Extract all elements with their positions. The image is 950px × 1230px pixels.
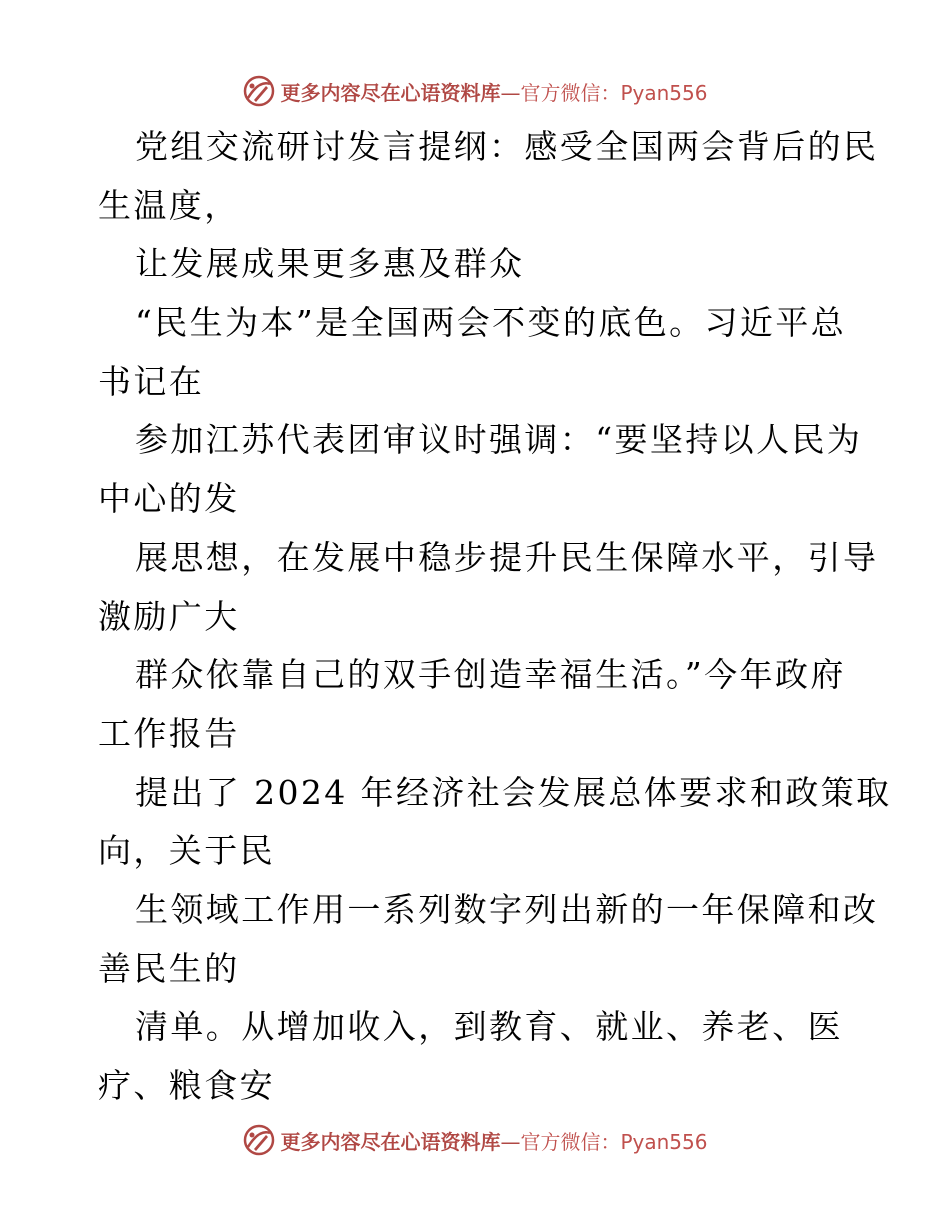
body-line: 中心的发 <box>98 479 240 519</box>
body-line: 展思想，在发展中稳步提升民生保障水平，引导 <box>135 537 879 577</box>
body-line: 群众依靠自己的双手创造幸福生活。”今年政府 <box>135 655 846 695</box>
header-watermark-banner <box>0 71 950 111</box>
header-watermark-contact: 官方微信：Pyan556 <box>520 80 708 105</box>
brand-logo-icon <box>242 74 276 108</box>
body-line: 书记在 <box>98 361 205 401</box>
body-line: 生温度， <box>98 185 240 225</box>
footer-watermark-contact: 官方微信：Pyan556 <box>520 1129 708 1154</box>
footer-watermark-main: 更多内容尽在心语资料库 <box>280 1129 501 1154</box>
body-line: 参加江苏代表团审议时强调：“要坚持以人民为 <box>135 420 863 460</box>
footer-watermark-banner <box>0 1120 950 1160</box>
body-line: 党组交流研讨发言提纲：感受全国两会背后的民 <box>135 127 879 166</box>
body-line: 提出了 2024 年经济社会发展总体要求和政策取 <box>135 772 892 812</box>
header-watermark-text <box>280 77 707 106</box>
body-line: 清单。从增加收入，到教育、就业、养老、医 <box>135 1007 843 1047</box>
header-watermark-separator: — <box>500 80 521 105</box>
brand-logo-icon <box>242 1123 276 1157</box>
body-line: 善民生的 <box>98 948 240 988</box>
body-line: “民生为本”是全国两会不变的底色。习近平总 <box>135 303 847 343</box>
footer-watermark-text <box>280 1126 707 1155</box>
document-body <box>98 118 892 1116</box>
header-watermark-main: 更多内容尽在心语资料库 <box>280 80 501 105</box>
body-line: 向，关于民 <box>98 831 275 871</box>
body-line: 让发展成果更多惠及群众 <box>135 244 525 284</box>
footer-watermark-separator: — <box>500 1129 521 1154</box>
body-line: 生领域工作用一系列数字列出新的一年保障和改 <box>135 889 879 929</box>
body-line: 疗、粮食安 <box>98 1066 275 1105</box>
body-line: 工作报告 <box>98 713 240 753</box>
body-line: 激励广大 <box>98 596 240 636</box>
